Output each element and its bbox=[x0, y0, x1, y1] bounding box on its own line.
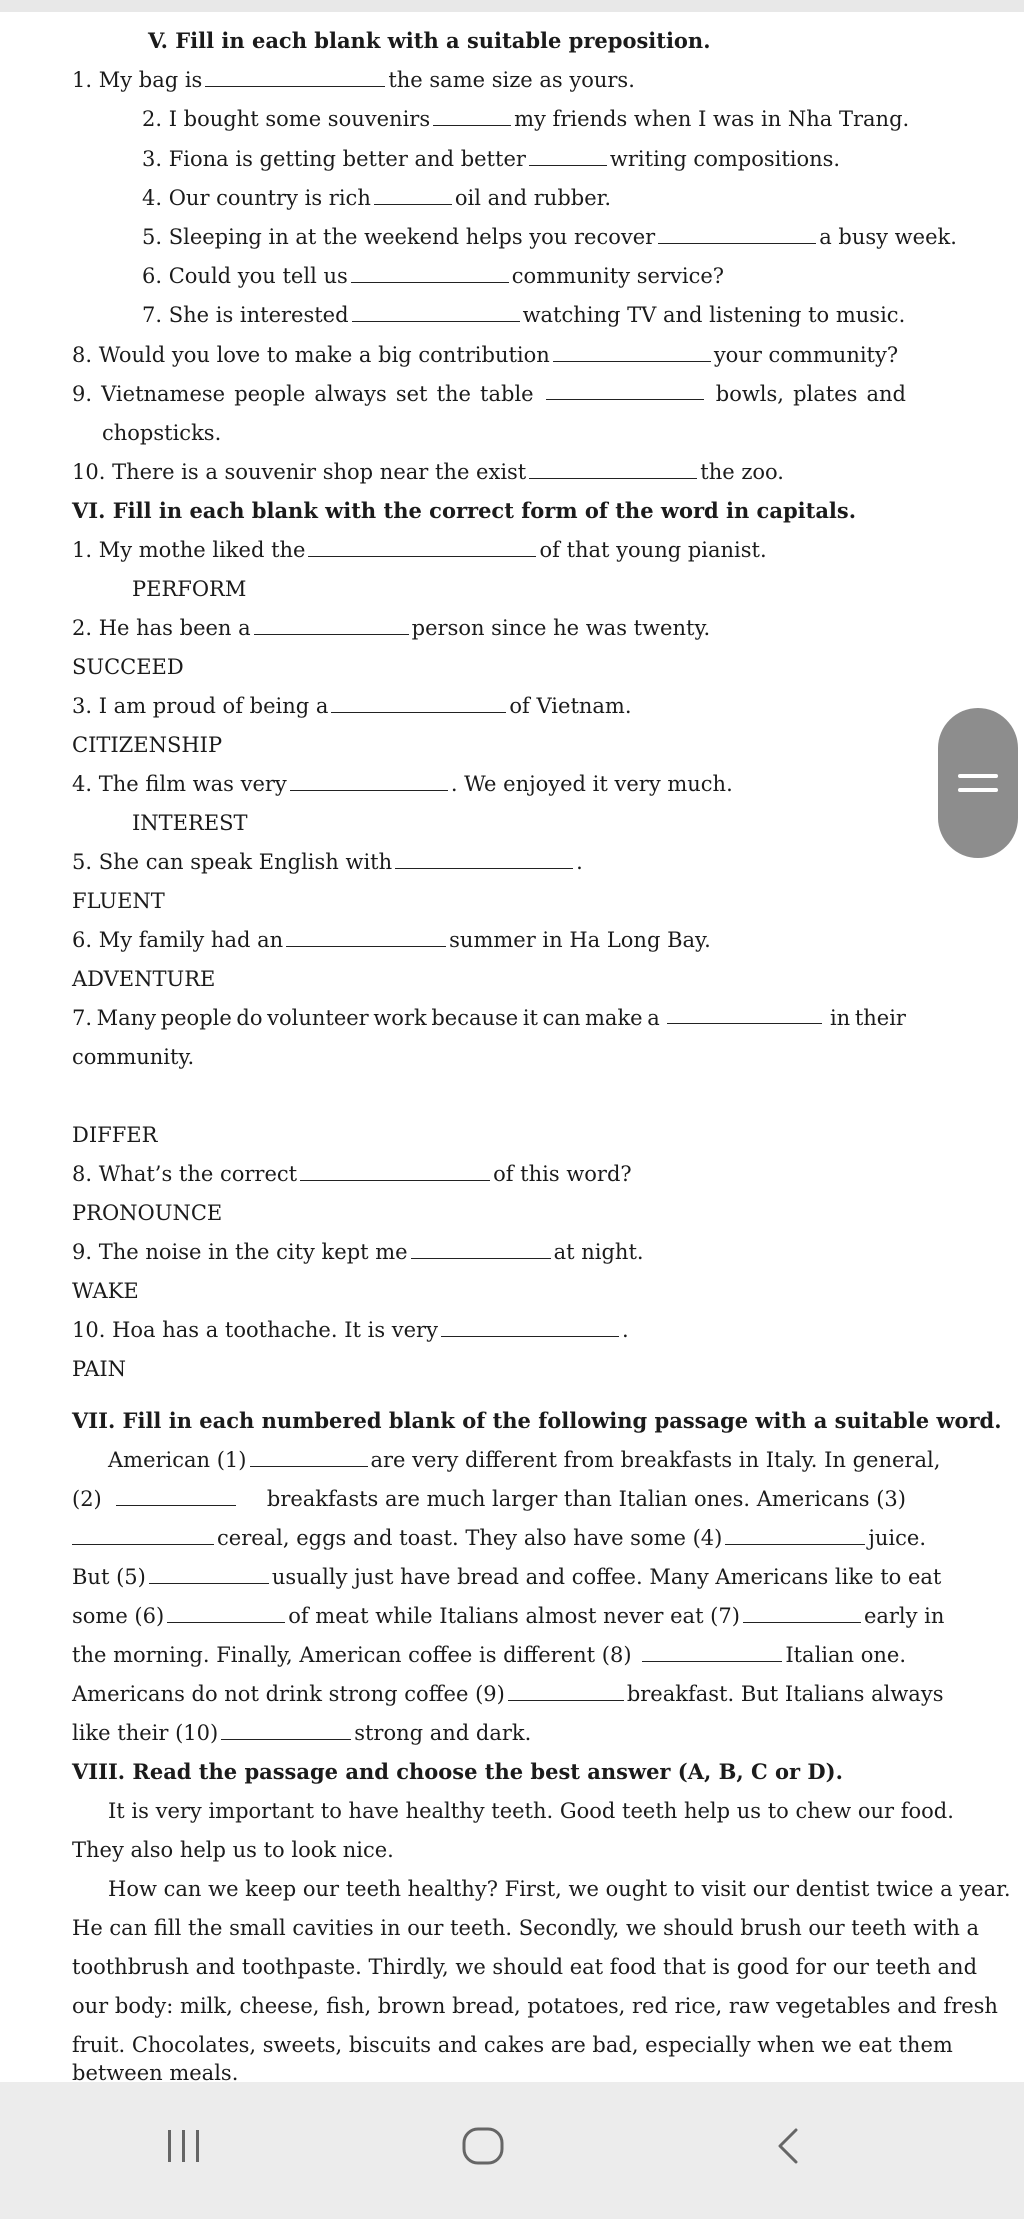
status-strip bbox=[0, 0, 1024, 12]
s5-q10: 10. There is a souvenir shop near the exist the zoo. bbox=[72, 460, 784, 484]
s6-q9-word: WAKE bbox=[72, 1279, 139, 1303]
s6-q7-word: DIFFER bbox=[72, 1123, 158, 1147]
s6-q9: 9. The noise in the city kept me at night. bbox=[72, 1240, 644, 1264]
s6-q7: 7. Many people do volunteer work because it can make a in their bbox=[72, 1006, 906, 1030]
s5-q8: 8. Would you love to make a big contribution your community? bbox=[72, 343, 899, 367]
s5-q7: 7. She is interested watching TV and listening to music. bbox=[142, 303, 906, 327]
s5-q9: 9. Vietnamese people always set the table bowls, plates and bbox=[72, 382, 906, 406]
s6-q1: 1. My mothe liked the of that young pianist. bbox=[72, 538, 767, 562]
s8-p1-line2: They also help us to look nice. bbox=[72, 1838, 394, 1862]
s7-line-8: like their (10) strong and dark. bbox=[72, 1721, 532, 1745]
s6-q8-word: PRONOUNCE bbox=[72, 1201, 223, 1225]
s6-q5: 5. She can speak English with . bbox=[72, 850, 583, 874]
android-nav-bar bbox=[0, 2082, 1024, 2219]
s6-q6-word: ADVENTURE bbox=[72, 967, 216, 991]
s8-p2-line5: fruit. Chocolates, sweets, biscuits and cakes are bad, especially when we eat them bbox=[72, 2033, 953, 2057]
s6-q2-word: SUCCEED bbox=[72, 655, 184, 679]
s7-line-6: the morning. Finally, American coffee is different (8) Italian one. bbox=[72, 1643, 906, 1667]
s5-q2: 2. I bought some souvenirs my friends when I was in Nha Trang. bbox=[142, 107, 910, 131]
s7-line-3: cereal, eggs and toast. They also have some (4) juice. bbox=[72, 1525, 906, 1551]
s6-q5-word: FLUENT bbox=[72, 889, 165, 913]
s6-q4: 4. The film was very . We enjoyed it very much. bbox=[72, 772, 733, 796]
s5-q3: 3. Fiona is getting better and better writing compositions. bbox=[142, 147, 841, 171]
s6-q4-word: INTEREST bbox=[132, 811, 248, 835]
s6-q3-word: CITIZENSHIP bbox=[72, 733, 223, 757]
s6-q3: 3. I am proud of being a of Vietnam. bbox=[72, 694, 632, 718]
s8-p2-line2: He can fill the small cavities in our teeth. Secondly, we should brush our teeth with a bbox=[72, 1916, 980, 1940]
s7-line-7: Americans do not drink strong coffee (9) breakfast. But Italians always bbox=[72, 1682, 944, 1706]
back-icon[interactable] bbox=[770, 2124, 806, 2172]
s6-q2: 2. He has been a person since he was twenty. bbox=[72, 616, 711, 640]
s8-p2-line1: How can we keep our teeth healthy? First, we ought to visit our dentist twice a year. bbox=[108, 1877, 1011, 1901]
s6-q6: 6. My family had an summer in Ha Long Bay. bbox=[72, 928, 711, 952]
s8-p2-line6: between meals. bbox=[72, 2061, 239, 2082]
s8-p1-line1: It is very important to have healthy teeth. Good teeth help us to chew our food. bbox=[108, 1799, 954, 1823]
s7-line-2: (2) breakfasts are much larger than Italian ones. Americans (3) bbox=[72, 1487, 906, 1511]
section-7-heading: VII. Fill in each numbered blank of the following passage with a suitable word. bbox=[72, 1408, 1002, 1433]
section-6-heading: VI. Fill in each blank with the correct form of the word in capitals. bbox=[72, 498, 857, 523]
section-8-heading: VIII. Read the passage and choose the best answer (A, B, C or D). bbox=[72, 1759, 843, 1784]
section-5-heading: V. Fill in each blank with a suitable preposition. bbox=[148, 28, 711, 53]
s5-q4: 4. Our country is rich oil and rubber. bbox=[142, 186, 612, 210]
s5-q6: 6. Could you tell us community service? bbox=[142, 264, 725, 288]
home-icon[interactable] bbox=[458, 2124, 508, 2172]
s6-q10-word: PAIN bbox=[72, 1357, 127, 1381]
s6-q1-word: PERFORM bbox=[132, 577, 247, 601]
s5-q1: 1. My bag is the same size as yours. bbox=[72, 68, 635, 92]
s6-q7-cont: community. bbox=[72, 1045, 195, 1069]
s7-line-1: American (1) are very different from breakfasts in Italy. In general, bbox=[108, 1448, 941, 1472]
s5-q5: 5. Sleeping in at the weekend helps you recover a busy week. bbox=[142, 225, 957, 249]
s6-q8: 8. What’s the correct of this word? bbox=[72, 1162, 632, 1186]
s7-line-4: But (5) usually just have bread and coffee. Many Americans like to eat bbox=[72, 1565, 942, 1589]
scroll-handle-icon[interactable] bbox=[938, 708, 1018, 858]
s5-q9-cont: chopsticks. bbox=[102, 421, 222, 445]
recent-apps-icon[interactable] bbox=[162, 2124, 206, 2172]
s8-p2-line4: our body: milk, cheese, fish, brown bread, potatoes, red rice, raw vegetables and fresh bbox=[72, 1994, 998, 2018]
document-page bbox=[0, 12, 1024, 2082]
s7-line-5: some (6) of meat while Italians almost never eat (7) early in bbox=[72, 1604, 945, 1628]
s6-q10: 10. Hoa has a toothache. It is very . bbox=[72, 1318, 629, 1342]
s8-p2-line3: toothbrush and toothpaste. Thirdly, we should eat food that is good for our teeth and bbox=[72, 1955, 978, 1979]
